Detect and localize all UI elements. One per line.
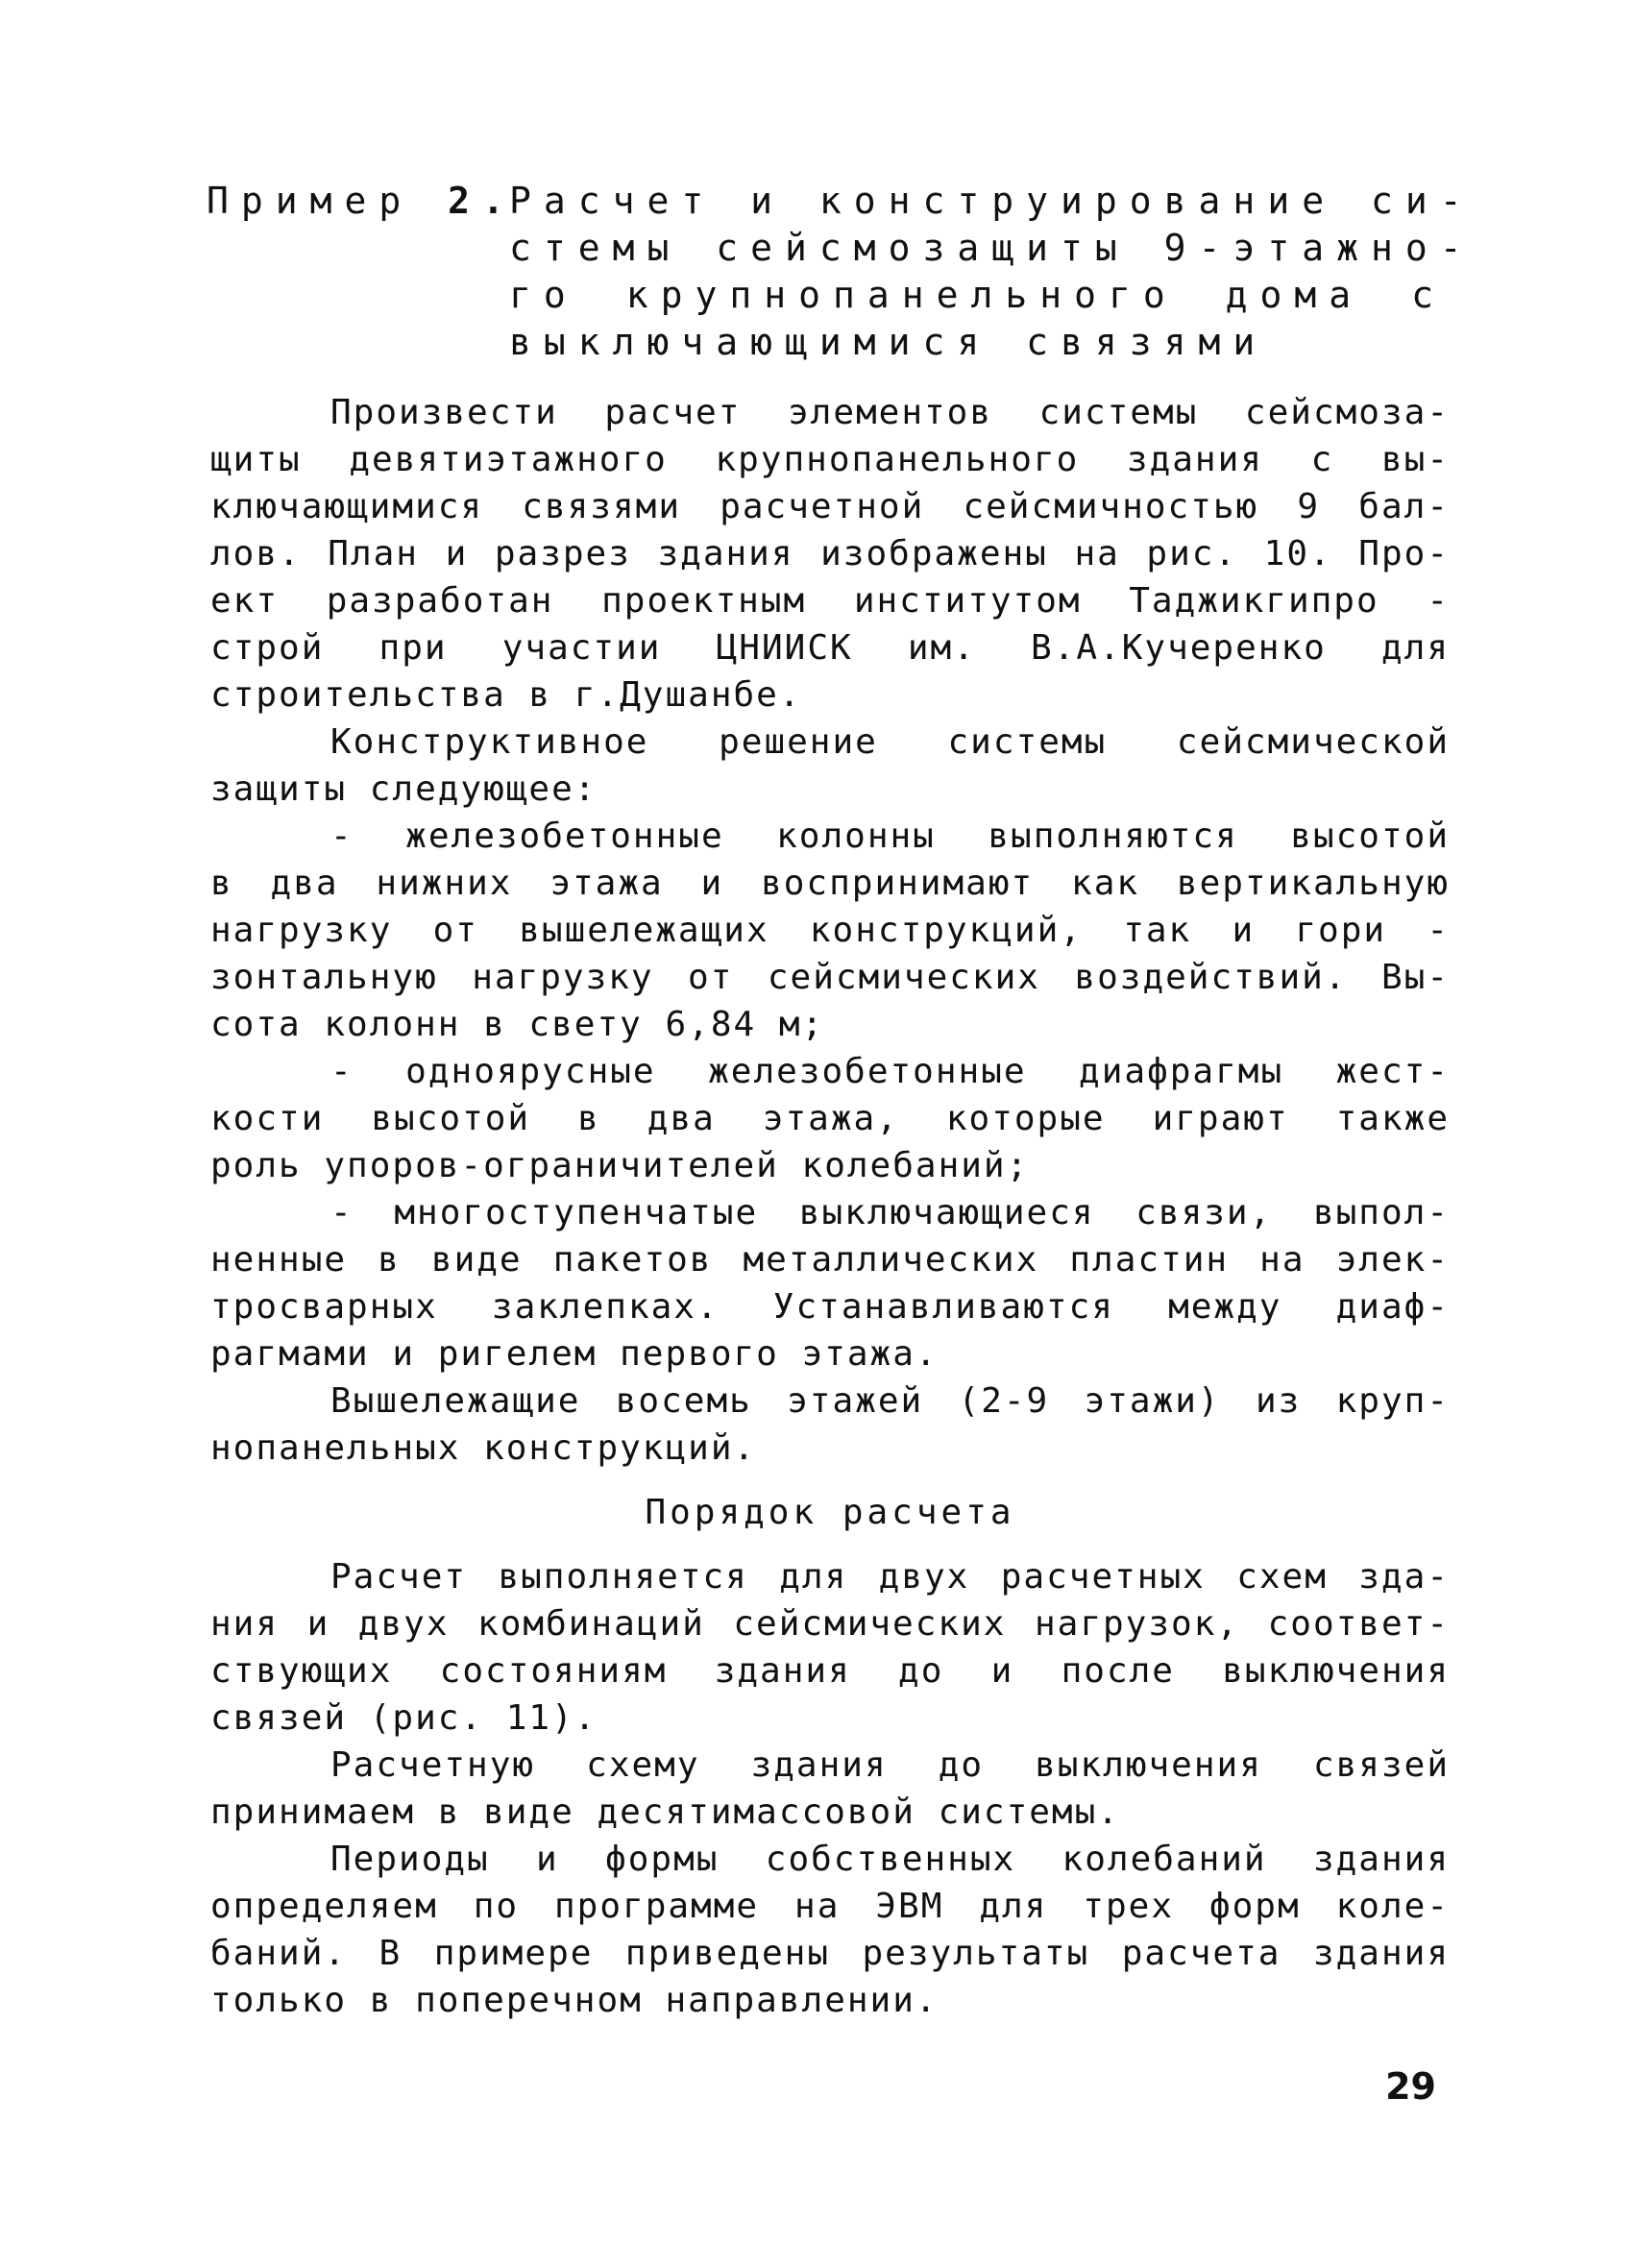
example-label-word: Пример (207, 180, 414, 222)
text-line: баний. В примере приведены результаты расчета здания (210, 1934, 1450, 1973)
text-line: ненные в виде пакетов металлических пластин на элек- (210, 1240, 1450, 1280)
paragraph-solution (210, 719, 1450, 813)
list-item-columns (210, 813, 1450, 1048)
text-line: строй при участии ЦНИИСК им. В.А.Кучеренко для (210, 628, 1450, 668)
text-line: сота колонн в свету 6,84 м; (210, 1005, 825, 1044)
text-line: тросварных заклепках. Устанавливаются между диаф- (210, 1287, 1450, 1327)
text-line: ект разработан проектным институтом Таджикгипро - (210, 581, 1450, 621)
section-title: Порядок расчета (645, 1493, 1015, 1532)
paragraph-upper-floors (210, 1378, 1450, 1472)
text-line: лов. План и разрез здания изображены на рис. 10. Про- (210, 534, 1450, 573)
text-line: рагмами и ригелем первого этажа. (210, 1334, 939, 1374)
text-line: ствующих состояниям здания до и после выключения (210, 1651, 1450, 1691)
page-number: 29 (1385, 2065, 1436, 2108)
text-line: зонтальную нагрузку от сейсмических воздействий. Вы- (210, 958, 1450, 997)
text-line: в два нижних этажа и воспринимают как вертикальную (210, 864, 1450, 903)
paragraph-scheme (210, 1742, 1450, 1836)
text-line: защиты следующее: (210, 769, 598, 809)
text-line: ния и двух комбинаций сейсмических нагрузок, соответ- (210, 1604, 1450, 1644)
text-line: - железобетонные колонны выполняются высотой (330, 817, 1450, 856)
title-line: го крупнопанельного дома с (509, 274, 1446, 316)
text-line: нопанельных конструкций. (210, 1428, 757, 1468)
text-line: строительства в г.Душанбе. (210, 675, 802, 715)
paragraph-periods (210, 1836, 1450, 2024)
text-line: определяем по программе на ЭВМ для трех форм коле- (210, 1887, 1450, 1926)
body-text (210, 389, 1450, 2024)
example-label (207, 178, 517, 225)
text-line: нагрузку от вышележащих конструкций, так и гори - (210, 911, 1450, 950)
text-line: Расчетную схему здания до выключения связей (330, 1745, 1450, 1785)
text-line: только в поперечном направлении. (210, 1981, 939, 2020)
example-title (509, 178, 1475, 366)
text-line: связей (рис. 11). (210, 1698, 598, 1738)
text-line: Вышележащие восемь этажей (2-9 этажи) из круп- (330, 1381, 1450, 1421)
text-line: щиты девятиэтажного крупнопанельного здания с вы- (210, 440, 1450, 479)
text-line: Периоды и формы собственных колебаний здания (330, 1840, 1450, 1879)
text-line: Произвести расчет элементов системы сейсмоза- (330, 393, 1450, 432)
list-item-links (210, 1189, 1450, 1378)
title-line: стемы сейсмозащиты 9-этажно- (509, 227, 1475, 269)
title-line: выключающимися связями (509, 321, 1268, 363)
text-line: - многоступенчатые выключающиеся связи, выпол- (330, 1193, 1450, 1232)
list-item-diaphragms (210, 1048, 1450, 1189)
text-line: кости высотой в два этажа, которые играют также (210, 1099, 1450, 1138)
example-number: 2. (448, 180, 517, 222)
text-line: принимаем в виде десятимассовой системы. (210, 1792, 1120, 1832)
paragraph-calculation (210, 1553, 1450, 1742)
text-line: Конструктивное решение системы сейсмической (330, 722, 1450, 762)
text-line: ключающимися связями расчетной сейсмичностью 9 бал- (210, 487, 1450, 526)
text-line: роль упоров-ограничителей колебаний; (210, 1146, 1030, 1185)
paragraph-task (210, 389, 1450, 719)
title-line: Расчет и конструирование си- (509, 180, 1475, 222)
text-line: - одноярусные железобетонные диафрагмы жест- (330, 1052, 1450, 1091)
text-line: Расчет выполняется для двух расчетных схем зда- (330, 1557, 1450, 1597)
